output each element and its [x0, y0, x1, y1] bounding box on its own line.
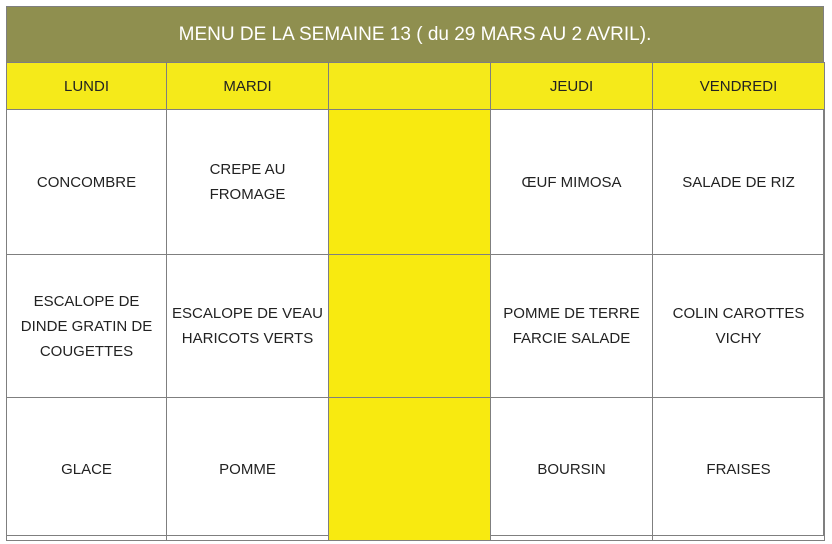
day-header-vendredi: VENDREDI: [653, 63, 825, 110]
menu-table: [6, 62, 825, 541]
day-header-mardi: MARDI: [167, 63, 329, 110]
menu-cell-empty: [329, 255, 491, 398]
menu-row-dessert: [7, 398, 825, 541]
dish-text: POMME: [219, 460, 276, 478]
dish-text: GLACE: [61, 460, 112, 478]
day-header-empty: [329, 63, 491, 110]
menu-cell-empty: [329, 398, 491, 541]
dish-text: FRAISES: [706, 460, 771, 478]
dish-text: CONCOMBRE: [36, 173, 137, 191]
dish-text: ESCALOPE DE VEAU HARICOTS VERTS: [172, 305, 323, 347]
dish-text: COLIN CAROTTES VICHY: [672, 305, 805, 347]
dish-text: CREPE AU FROMAGE: [209, 161, 286, 203]
dish-text: ESCALOPE DE DINDE GRATIN DE COUGETTES: [20, 292, 153, 360]
dish-text: POMME DE TERRE FARCIE SALADE: [503, 305, 640, 347]
menu-cell-lundi: [7, 255, 167, 398]
menu-cell-jeudi: [491, 398, 653, 541]
menu-cell-vendredi: [653, 110, 825, 255]
dish-text: SALADE DE RIZ: [682, 173, 795, 191]
menu-cell-mardi: [167, 255, 329, 398]
menu-row-plat: [7, 255, 825, 398]
menu-cell-vendredi: [653, 255, 825, 398]
menu-title: MENU DE LA SEMAINE 13 ( du 29 MARS AU 2 AVRIL).: [6, 6, 824, 62]
dish-text: ŒUF MIMOSA: [521, 173, 622, 191]
menu-cell-empty: [329, 110, 491, 255]
menu-cell-vendredi: [653, 398, 825, 541]
menu-cell-lundi: [7, 110, 167, 255]
menu-row-entree: [7, 110, 825, 255]
menu-cell-lundi: [7, 398, 167, 541]
day-header-lundi: LUNDI: [7, 63, 167, 110]
menu-cell-mardi: [167, 398, 329, 541]
menu-cell-jeudi: [491, 110, 653, 255]
day-header-jeudi: JEUDI: [491, 63, 653, 110]
menu-cell-mardi: [167, 110, 329, 255]
dish-text: BOURSIN: [537, 460, 606, 478]
day-header-row: [7, 63, 825, 110]
menu-cell-jeudi: [491, 255, 653, 398]
